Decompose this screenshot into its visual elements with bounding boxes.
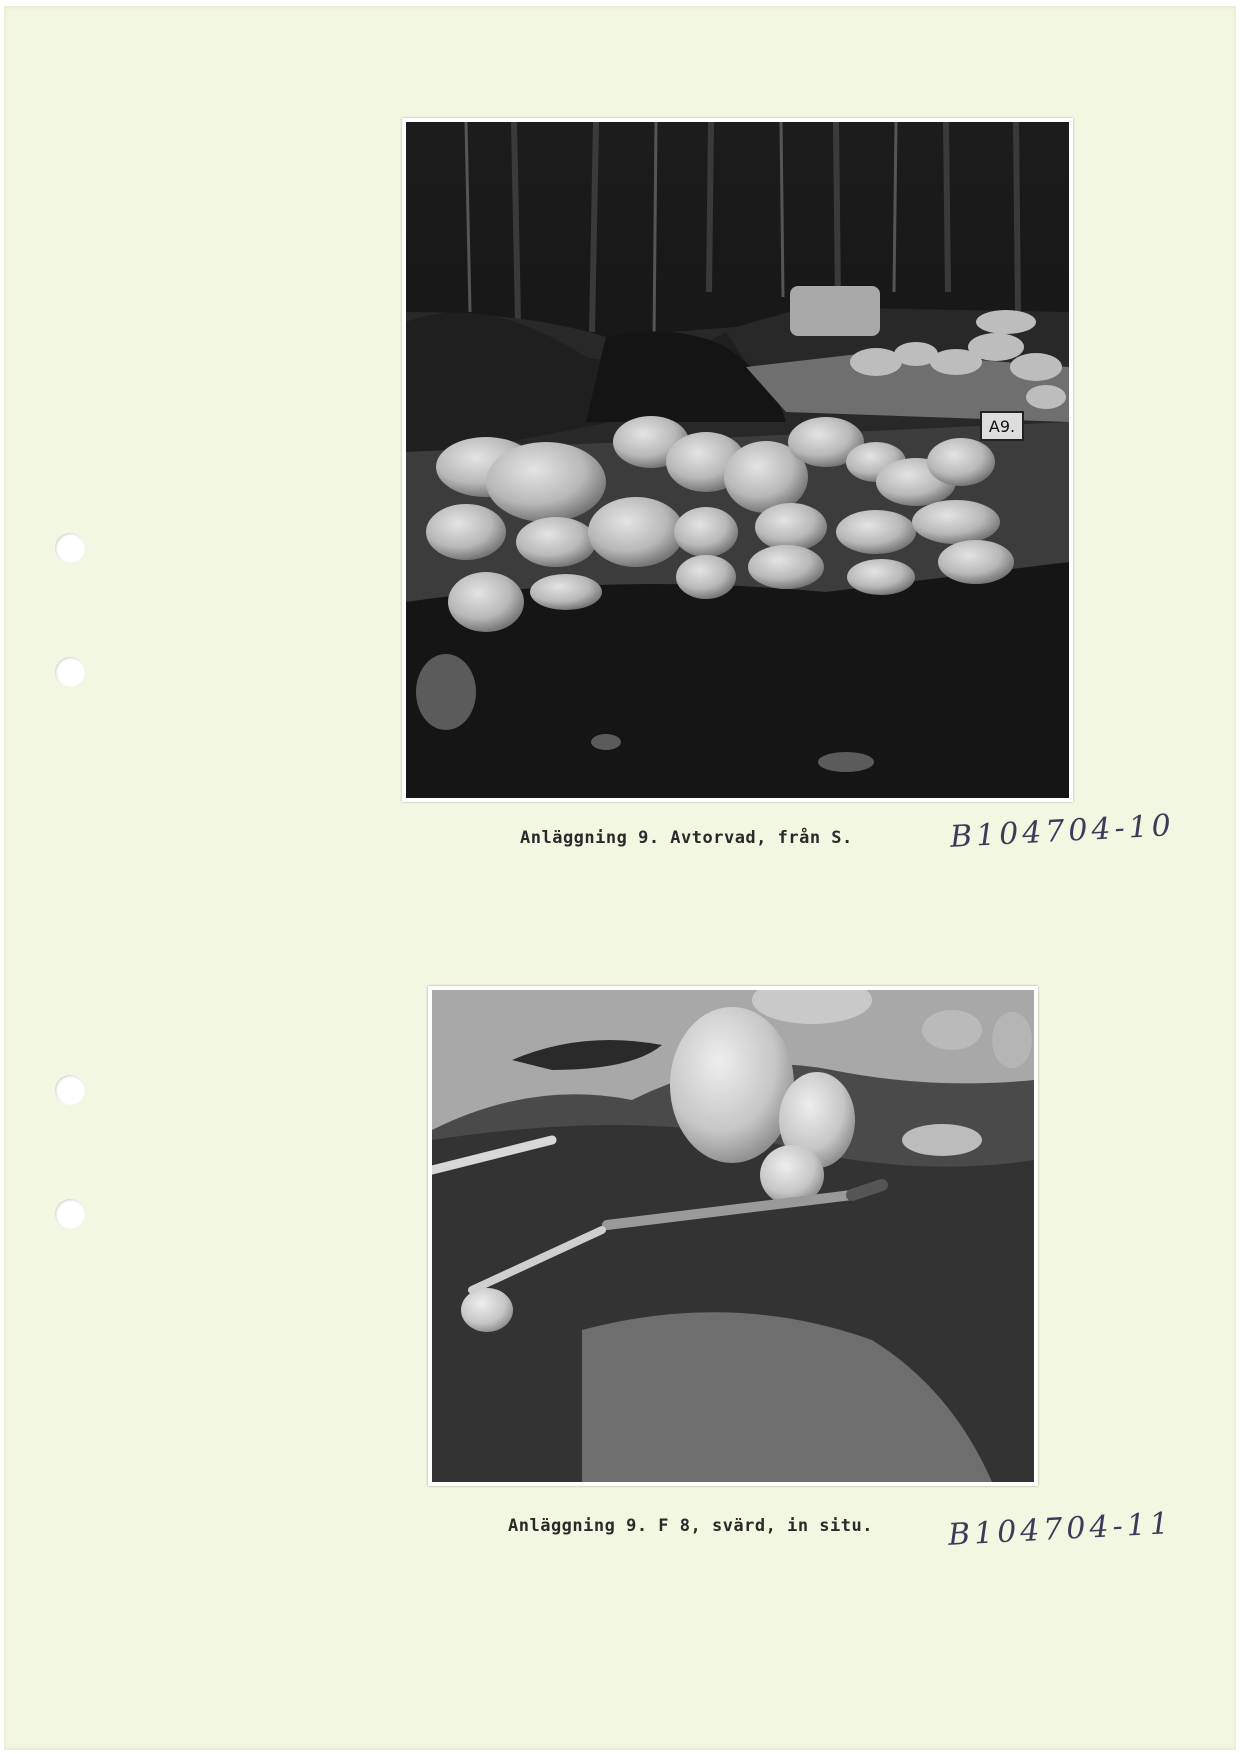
punch-hole <box>55 1075 85 1105</box>
photo-marker-label: A9. <box>988 417 1016 436</box>
punch-hole <box>55 657 85 687</box>
photo-1-catalog-number: B104704-10 <box>949 808 1176 855</box>
punch-hole <box>55 533 85 563</box>
photo-1-caption: Anläggning 9. Avtorvad, från S. <box>520 828 853 848</box>
photo-1-stone-setting <box>406 122 1069 798</box>
photo-2-frame <box>428 986 1038 1486</box>
photo-2-caption: Anläggning 9. F 8, svärd, in situ. <box>508 1516 873 1536</box>
photo-1-frame <box>402 118 1073 802</box>
photo-2-catalog-number: B104704-11 <box>947 1506 1174 1553</box>
punch-hole <box>55 1199 85 1229</box>
archive-sheet <box>4 6 1236 1750</box>
photo-2-sword-in-situ <box>432 990 1034 1482</box>
